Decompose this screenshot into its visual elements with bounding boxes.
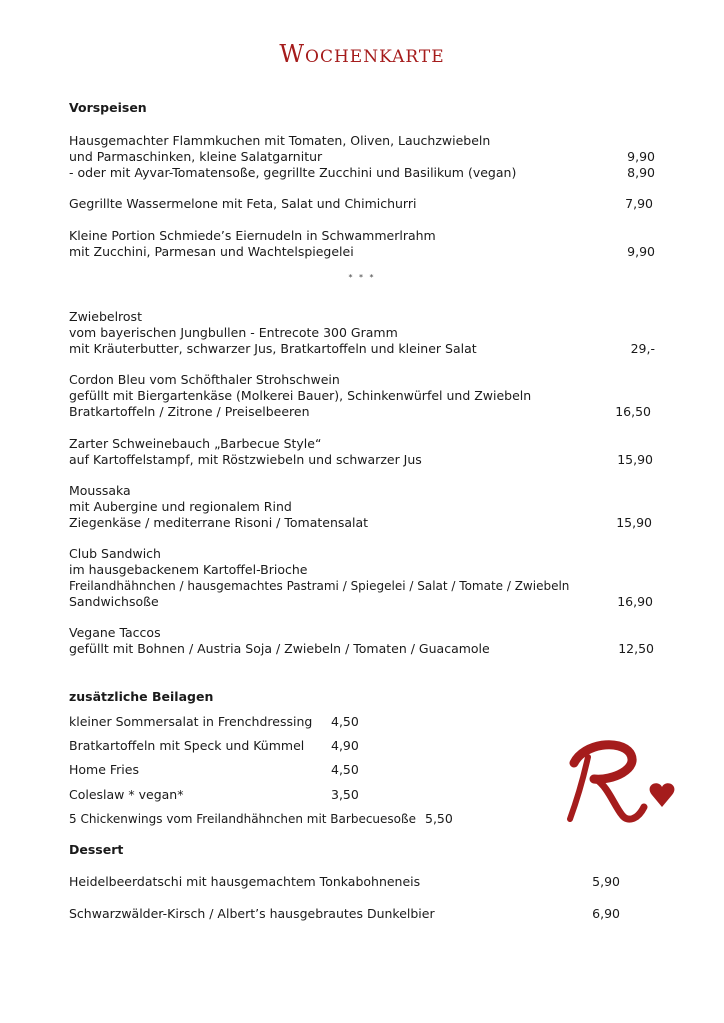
side-item-name: Bratkartoffeln mit Speck und Kümmel xyxy=(69,738,305,753)
menu-item-line: Hausgemachter Flammkuchen mit Tomaten, Oliven, Lauchzwiebeln xyxy=(69,133,491,148)
menu-item-line: gefüllt mit Biergartenkäse (Molkerei Bauer), Schinkenwürfel und Zwiebeln xyxy=(69,388,532,403)
menu-item-line: Zwiebelrost xyxy=(69,309,142,324)
menu-item-line: Club Sandwich xyxy=(69,546,161,561)
menu-item-line: Cordon Bleu vom Schöfthaler Strohschwein xyxy=(69,372,340,387)
menu-item-price: 15,90 xyxy=(617,452,653,467)
side-item-price: 3,50 xyxy=(331,787,359,802)
r-heart-logo-icon xyxy=(548,735,678,830)
menu-item-line: Vegane Taccos xyxy=(69,625,161,640)
side-item-name: kleiner Sommersalat in Frenchdressing xyxy=(69,714,313,729)
menu-item-price: 8,90 xyxy=(627,165,655,180)
menu-item-line: Freilandhähnchen / hausgemachtes Pastrami / Spiegelei / Salat / Tomate / Zwiebeln xyxy=(69,579,570,593)
menu-item-line: mit Aubergine und regionalem Rind xyxy=(69,499,292,514)
menu-item-line: Gegrillte Wassermelone mit Feta, Salat und Chimichurri xyxy=(69,196,417,211)
menu-item-price: 12,50 xyxy=(618,641,654,656)
side-item-price: 4,50 xyxy=(331,714,359,729)
menu-item-line: Moussaka xyxy=(69,483,131,498)
menu-item-line: mit Kräuterbutter, schwarzer Jus, Bratkartoffeln und kleiner Salat xyxy=(69,341,477,356)
dessert-item-price: 6,90 xyxy=(592,906,620,921)
menu-item-price: 7,90 xyxy=(625,196,653,211)
menu-item-line: Sandwichsoße xyxy=(69,594,159,609)
menu-item-price: 16,50 xyxy=(615,404,651,419)
side-item-price: 4,90 xyxy=(331,738,359,753)
side-item-price: 4,50 xyxy=(331,762,359,777)
side-item-name: Home Fries xyxy=(69,762,139,777)
side-item-price: 5,50 xyxy=(425,811,453,826)
menu-item-line: mit Zucchini, Parmesan und Wachtelspiegelei xyxy=(69,244,354,259)
dessert-item-name: Heidelbeerdatschi mit hausgemachtem Tonkabohneneis xyxy=(69,874,421,889)
menu-item-line: - oder mit Ayvar-Tomatensoße, gegrillte Zucchini und Basilikum (vegan) xyxy=(69,165,517,180)
section-heading-beilagen: zusätzliche Beilagen xyxy=(69,689,214,704)
side-item-name: Coleslaw * vegan* xyxy=(69,787,184,802)
menu-item-price: 9,90 xyxy=(627,149,655,164)
menu-item-price: 16,90 xyxy=(617,594,653,609)
side-item-name: 5 Chickenwings vom Freilandhähnchen mit Barbecuesoße xyxy=(69,812,416,826)
section-heading-dessert: Dessert xyxy=(69,842,124,857)
menu-item-line: Zarter Schweinebauch „Barbecue Style“ xyxy=(69,436,322,451)
menu-item-line: Ziegenkäse / mediterrane Risoni / Tomatensalat xyxy=(69,515,369,530)
menu-item-line: Bratkartoffeln / Zitrone / Preiselbeeren xyxy=(69,404,310,419)
dessert-item-name: Schwarzwälder-Kirsch / Albert’s hausgebrautes Dunkelbier xyxy=(69,906,435,921)
menu-item-line: auf Kartoffelstampf, mit Röstzwiebeln und schwarzer Jus xyxy=(69,452,422,467)
menu-item-price: 15,90 xyxy=(616,515,652,530)
page-title: Wochenkarte xyxy=(279,40,445,68)
menu-item-line: und Parmaschinken, kleine Salatgarnitur xyxy=(69,149,323,164)
separator: * * * xyxy=(348,273,376,282)
menu-item-line: im hausgebackenem Kartoffel-Brioche xyxy=(69,562,308,577)
menu-item-price: 29,- xyxy=(630,341,655,356)
menu-item-price: 9,90 xyxy=(627,244,655,259)
section-heading-vorspeisen: Vorspeisen xyxy=(69,100,147,115)
menu-item-line: vom bayerischen Jungbullen - Entrecote 300 Gramm xyxy=(69,325,398,340)
menu-item-line: Kleine Portion Schmiede’s Eiernudeln in Schwammerlrahm xyxy=(69,228,436,243)
dessert-item-price: 5,90 xyxy=(592,874,620,889)
menu-item-line: gefüllt mit Bohnen / Austria Soja / Zwiebeln / Tomaten / Guacamole xyxy=(69,641,490,656)
